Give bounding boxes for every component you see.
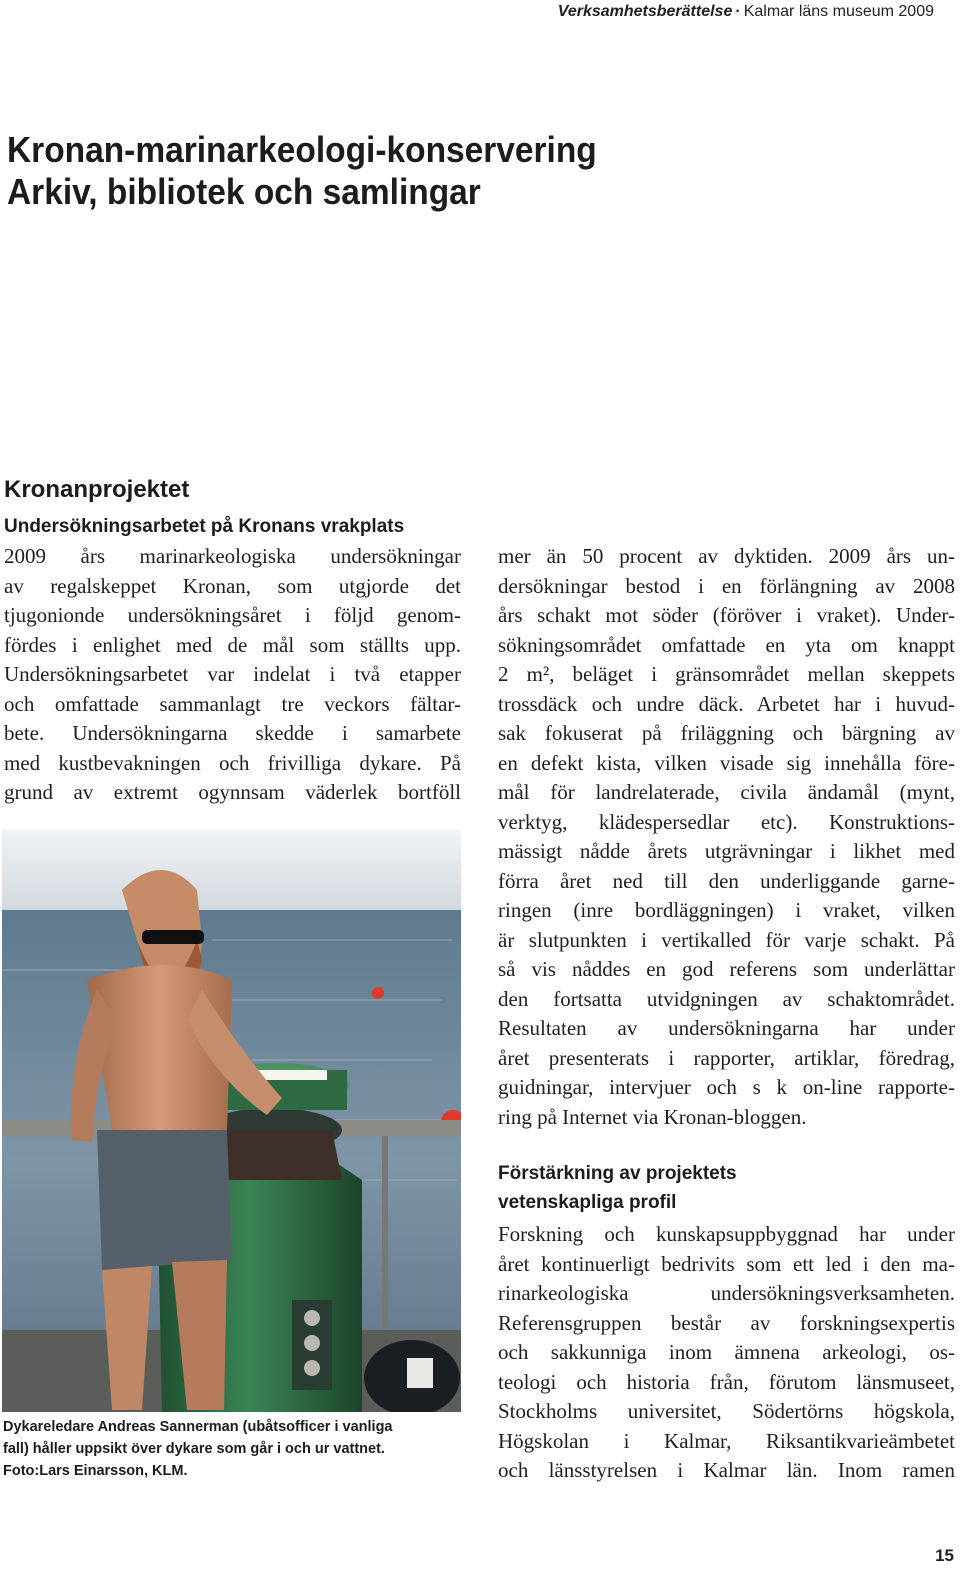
diver-leader-photo [2, 830, 461, 1412]
text-line: av regalskeppet Kronan, som utgjorde det [4, 573, 461, 598]
header-separator: · [735, 3, 741, 20]
text-line: tjugonionde undersökningsåret i följd genom- [4, 603, 461, 627]
text-line: sökningsområdet omfattade en yta om knappt [498, 632, 955, 657]
text-line: sak fokuserat på friläggning och bärgning av [498, 721, 955, 745]
body-text-right-column [498, 542, 955, 1132]
text-line: Högskolan i Kalmar, Riksantikvarieämbetet [498, 1428, 955, 1453]
text-line: och länsstyrelsen i Kalmar län. Inom ramen [498, 1458, 955, 1482]
text-line: året kontinuerligt bedrivits som ett led i den ma- [498, 1251, 955, 1276]
text-line: Undersökningsarbetet var indelat i två etapper [4, 662, 461, 686]
subheading-2-line-1: Förstärkning av projektets [498, 1163, 737, 1184]
caption-line-1: Dykareledare Andreas Sannerman (ubåtsofficer i vanliga [3, 1419, 393, 1435]
text-line: ringen (inre bordläggningen) i vraket, vilken [498, 898, 955, 922]
text-line: ring på Internet via Kronan-bloggen. [498, 1104, 807, 1129]
subheading-2-line-2: vetenskapliga profil [498, 1192, 677, 1213]
text-line: teologi och historia från, förutom länsmuseet, [498, 1369, 955, 1394]
text-line: mål för landrelaterade, civila ändamål (mynt, [498, 780, 955, 804]
text-line: förra året ned till den underliggande garne- [498, 868, 955, 893]
page-title-line-2: Arkiv, bibliotek och samlingar [7, 171, 481, 212]
text-line: den fortsatta utvidgningen av schaktområdet. [498, 986, 955, 1011]
text-line: med kustbevakningen och frivilliga dykare. På [4, 750, 461, 775]
text-line: guidningar, intervjuer och s k on-line rapporte- [498, 1075, 955, 1099]
section-subheading-2 [498, 1159, 737, 1217]
text-line: så vis nåddes en god referens som underlättar [498, 957, 955, 981]
text-line: mer än 50 procent av dyktiden. 2009 års un- [498, 544, 955, 568]
text-line: dersökningar bestod i en förlängning av 2008 [498, 573, 955, 598]
caption-line-2: fall) håller uppsikt över dykare som går i och ur vattnet. [3, 1441, 385, 1457]
text-line: års schakt mot söder (föröver i vraket). Under- [498, 603, 955, 627]
page-title [7, 129, 597, 213]
page-title-line-1: Kronan-marinarkeologi-konservering [7, 129, 597, 170]
body-text-right-column-2 [498, 1220, 955, 1486]
organisation-year: Kalmar läns museum 2009 [743, 3, 934, 20]
text-line: året presenterats i rapporter, artiklar, föredrag, [498, 1045, 955, 1070]
section-heading: Kronanprojektet [4, 476, 190, 503]
text-line: 2 m², beläget i gränsområdet mellan skeppets [498, 662, 955, 686]
body-text-left-column [4, 542, 461, 808]
text-line: trossdäck och undre däck. Arbetet har i huvud- [498, 691, 955, 716]
text-line: är slutpunkten i vertikalled för varje schakt. På [498, 927, 955, 952]
text-line: Stockholms universitet, Södertörns högskola, [498, 1399, 955, 1423]
text-line: en defekt kista, vilken visade sig innehålla före- [498, 750, 955, 775]
text-line: Resultaten av undersökningarna har under [498, 1016, 955, 1040]
text-line: 2009 års marinarkeologiska undersökningar [4, 544, 461, 568]
page-number: 15 [935, 1546, 954, 1565]
text-line: verktyg, klädespersedlar etc). Konstruktions- [498, 809, 955, 834]
caption-line-3: Foto:Lars Einarsson, KLM. [3, 1463, 188, 1479]
text-line: grund av extremt ogynnsam väderlek bortföll [4, 780, 461, 804]
text-line: och sakkunniga inom ämnena arkeologi, os- [498, 1340, 955, 1364]
photo-caption [3, 1416, 461, 1482]
text-line: Forskning och kunskapsuppbyggnad har under [498, 1222, 955, 1246]
text-line: Referensgruppen består av forskningsexpertis [498, 1310, 955, 1335]
text-line: bete. Undersökningarna skedde i samarbete [4, 721, 461, 745]
section-subheading: Undersökningsarbetet på Kronans vrakplats [4, 516, 405, 537]
publication-name: Verksamhetsberättelse [557, 3, 733, 20]
text-line: och omfattade sammanlagt tre veckors fältar- [4, 691, 461, 716]
text-line: rinarkeologiska undersökningsverksamheten. [498, 1281, 955, 1305]
text-line: fördes i enlighet med de mål som ställts upp. [4, 632, 461, 657]
running-header [558, 3, 934, 21]
text-line: mässigt nådde årets utgrävningar i likhet med [498, 839, 955, 863]
